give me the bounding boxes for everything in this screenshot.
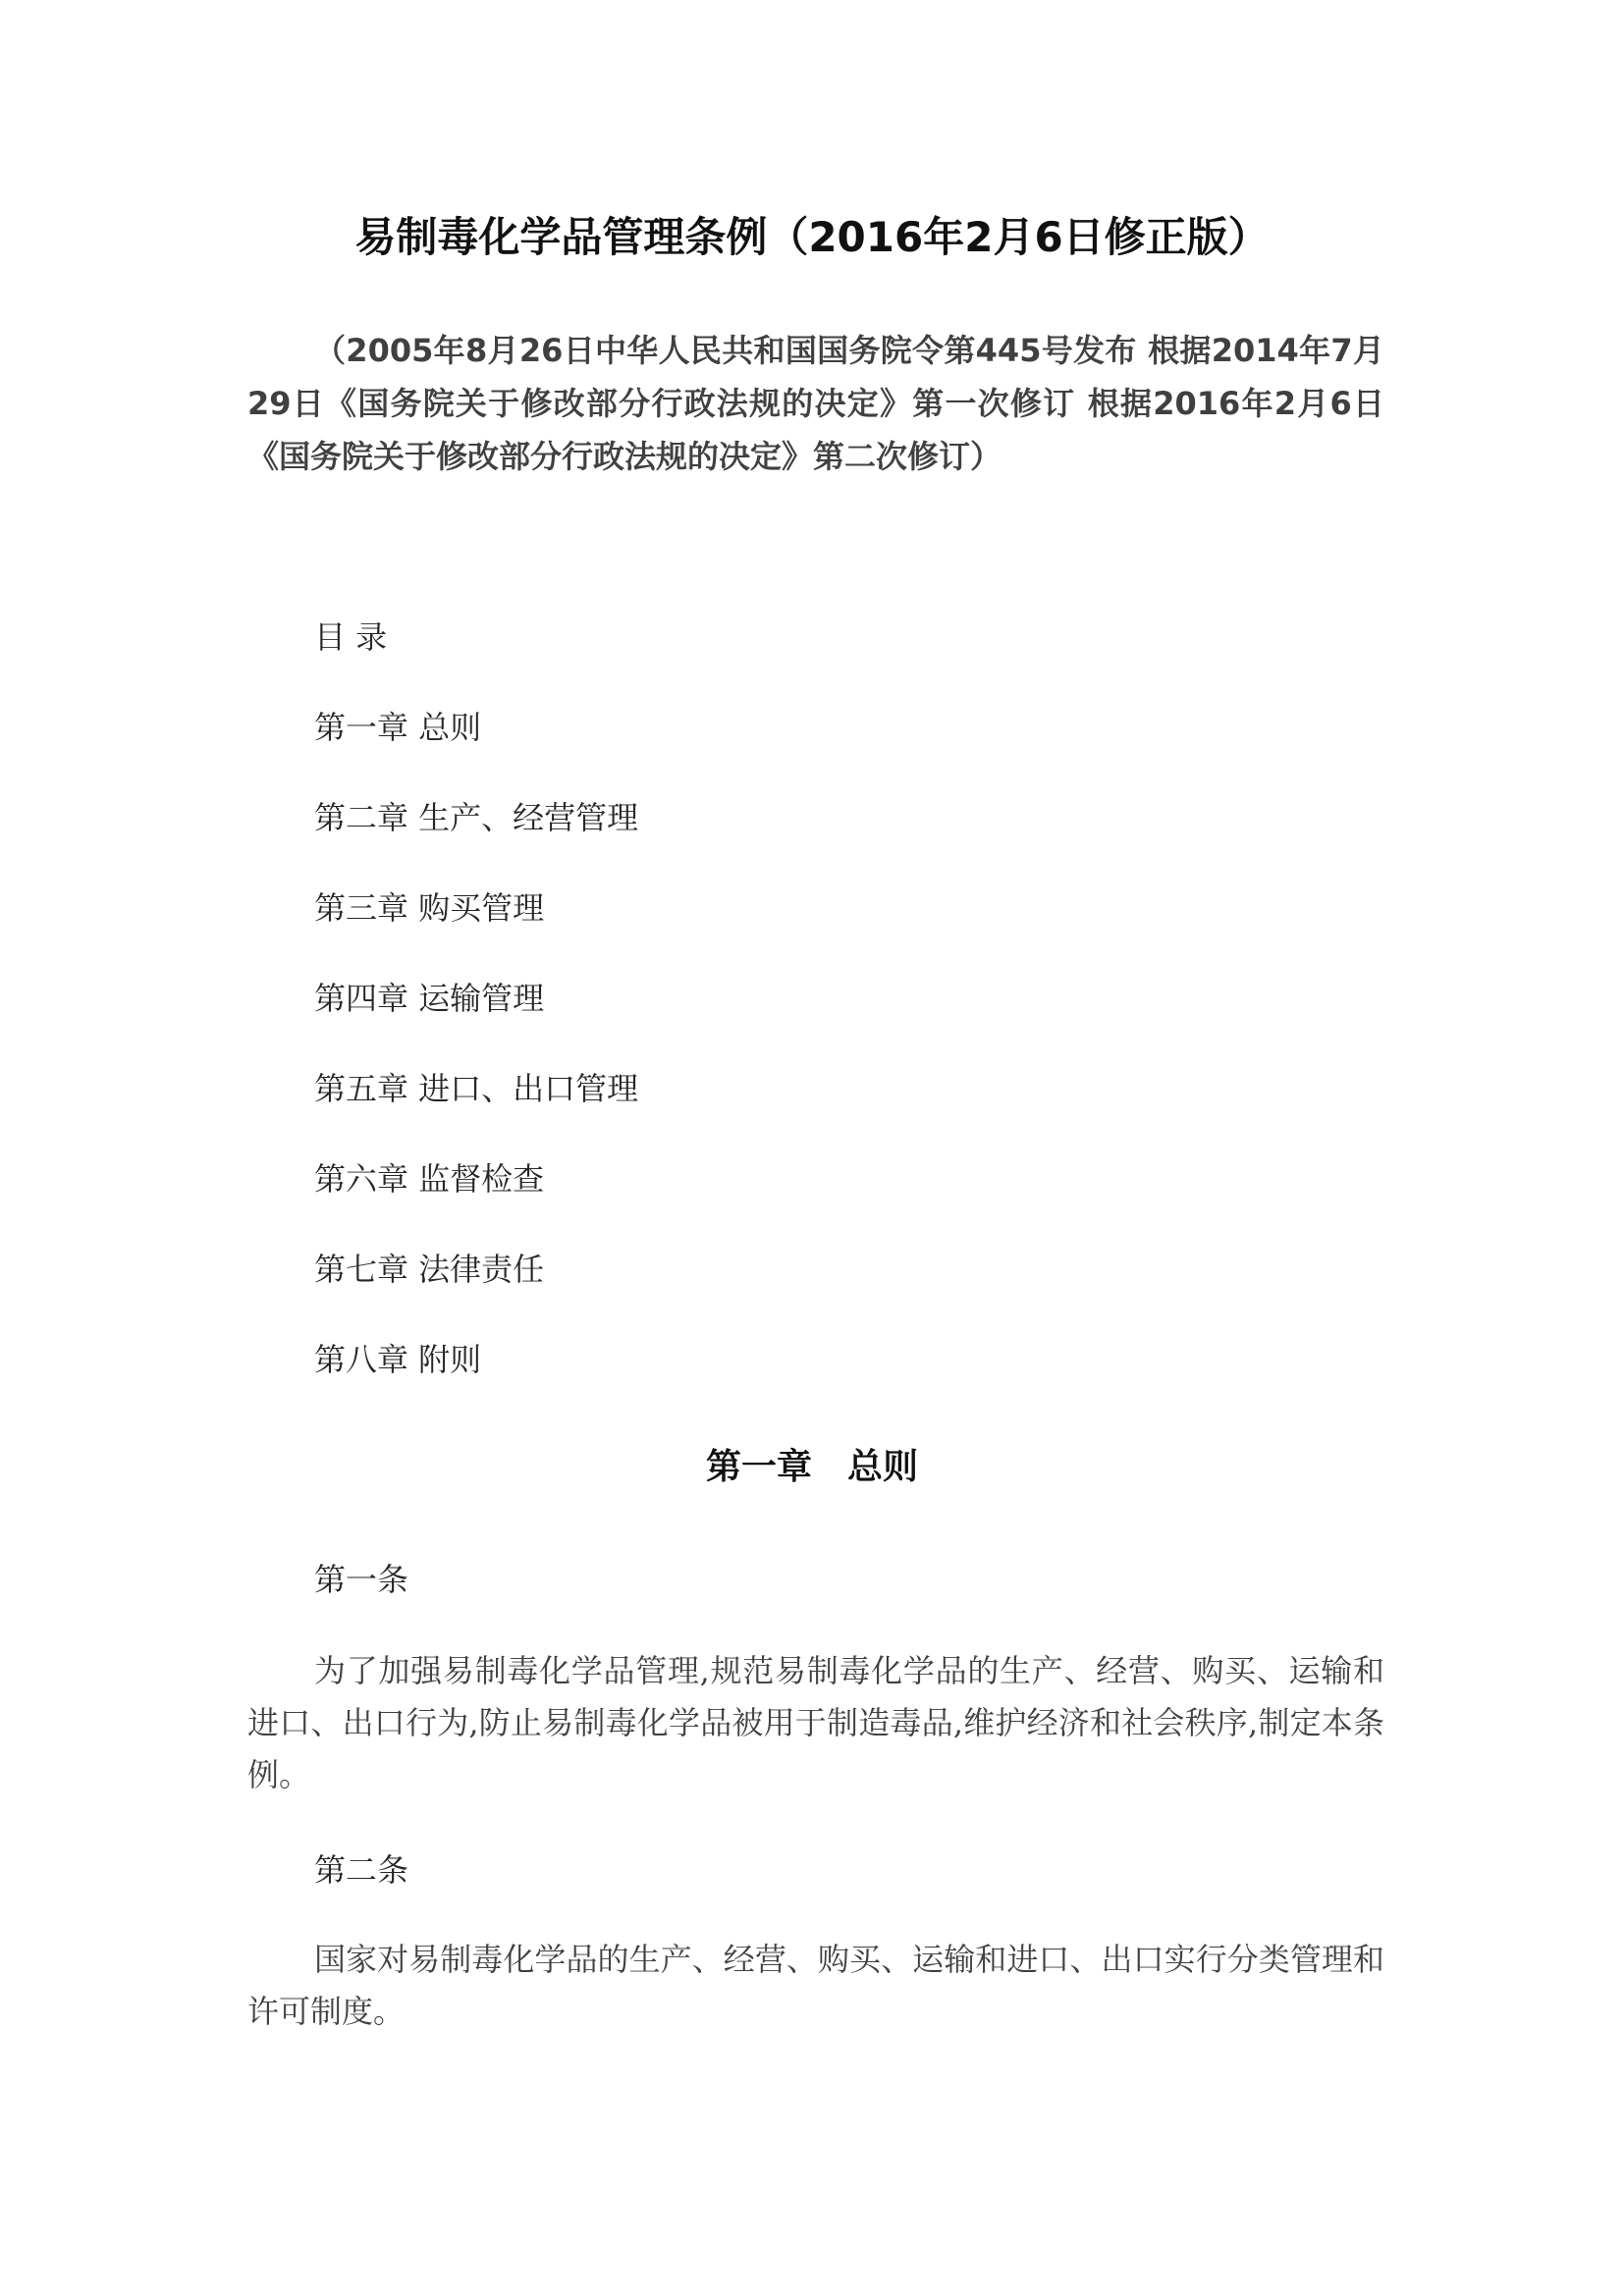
toc-item-chapter-4: 第四章 运输管理 [314,980,545,1017]
toc-item-chapter-5: 第五章 进口、出口管理 [314,1070,639,1107]
toc-item-chapter-2: 第二章 生产、经营管理 [314,799,639,836]
table-of-contents [314,609,638,1421]
article-2-number: 第二条 [314,1851,409,1889]
chapter-1-title: 第一章 总则 [705,1446,918,1487]
toc-item-chapter-3: 第三章 购买管理 [314,889,545,927]
article-1-text: 为了加强易制毒化学品管理,规范易制毒化学品的生产、经营、购买、运输和进口、出口行为,防止易制毒化学品被用于制造毒品,维护经济和社会秩序,制定本条例。 [247,1652,1384,1793]
toc-item-chapter-1: 第一章 总则 [314,709,482,746]
toc-item-chapter-6: 第六章 监督检查 [314,1160,545,1198]
article-2-text: 国家对易制毒化学品的生产、经营、购买、运输和进口、出口实行分类管理和许可制度。 [247,1941,1384,2030]
toc-item-chapter-8: 第八章 附则 [314,1341,482,1378]
toc-item-chapter-7: 第七章 法律责任 [314,1251,545,1288]
article-1-number: 第一条 [314,1561,409,1598]
toc-heading: 目 录 [314,618,388,656]
document-title: 易制毒化学品管理条例（2016年2月6日修正版） [354,213,1270,261]
document-subtitle: （2005年8月26日中华人民共和国国务院令第445号发布 根据2014年7月29日《国务院关于修改部分行政法规的决定》第一次修订 根据2016年2月6日《国务院关于修改部分行政法规的决定》第二次修订） [247,332,1384,475]
